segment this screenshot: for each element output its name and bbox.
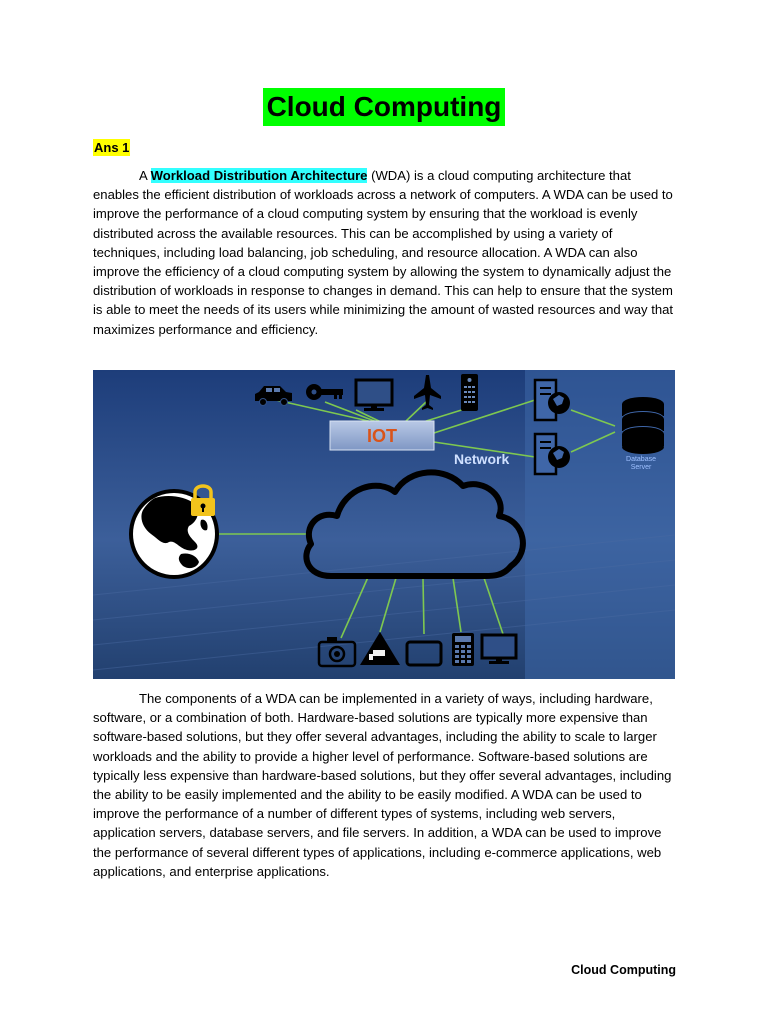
remote-control-icon: [461, 374, 478, 411]
iot-label: IOT: [367, 426, 397, 446]
paragraph-intro-body: (WDA) is a cloud computing architecture that enables the efficient distribution of workloads across a network of computers. A WDA can be used to improve the performance of a cloud computing system by ensuring that the workload is evenly distributed across the available resources. This can be accomplished by using a variety of techniques, including load balancing, job scheduling, and resource allocation. A WDA can also improve the efficiency of a cloud computing system by allowing the system to dynamically adjust the distribution of workloads in response to changes in demand. This can help to ensure that the system is able to meet the needs of its users while minimizing the amount of wasted resources and way that maximizes performance and efficiency.: [93, 168, 674, 337]
cloud-architecture-diagram: [93, 370, 675, 679]
paragraph-intro-lead: A: [139, 168, 148, 183]
page-title: Cloud Computing: [263, 88, 506, 126]
database-label-line2: Server: [630, 464, 652, 471]
network-label: Network: [454, 451, 510, 467]
highlighted-term: Workload Distribution Architecture: [150, 168, 368, 183]
answer-label: Ans 1: [94, 140, 130, 155]
title-container: [0, 88, 768, 126]
calculator-icon: [452, 633, 474, 666]
database-icon: [622, 397, 664, 454]
paragraph-components: [93, 689, 679, 881]
paragraph-components-body: The components of a WDA can be implemented in a variety of ways, including hardware, software, or a combination of both. Hardware-based solutions are typically more expensive than software-based solutions, but they offer several advantages, including the ability to scale to larger workloads and the ability to provide a higher level of performance. Software-based solutions are typically less expensive than hardware-based solutions, but they offer several advantages, including the ability to be easily implemented and the ability to be easily modified. A WDA can be used to improve the performance of a number of different types of systems, including web servers, application servers, database servers, and file servers. In addition, a WDA can be used to improve the performance of several different types of applications, including e-commerce applications, web applications, and enterprise applications.: [93, 691, 672, 879]
monitor-icon-top: [356, 380, 392, 411]
paragraph-intro: [93, 166, 679, 339]
page-footer: Cloud Computing: [571, 963, 676, 977]
database-label-line1: Database: [626, 456, 656, 463]
